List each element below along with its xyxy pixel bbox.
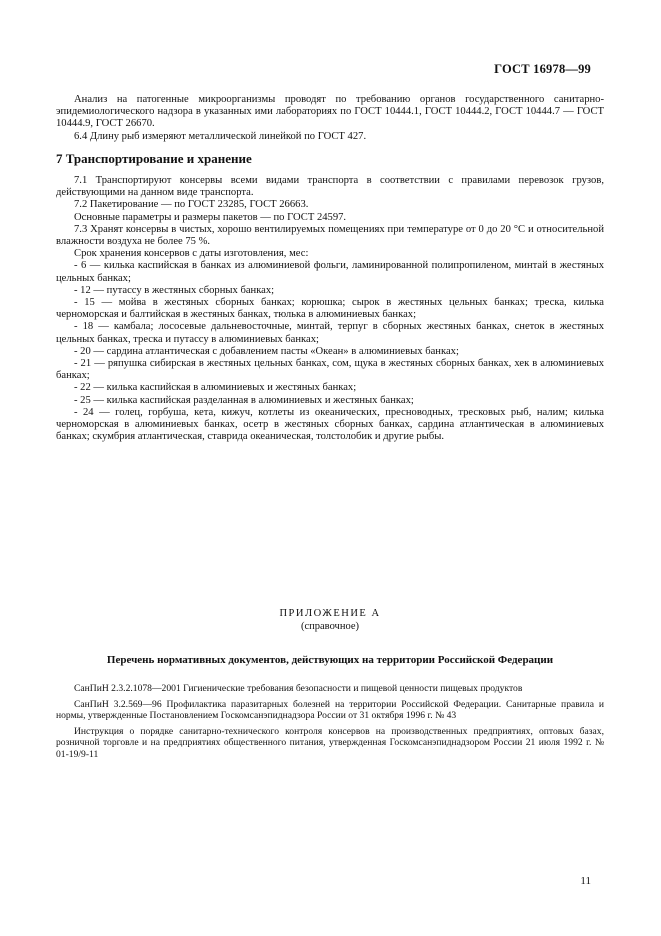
- paragraph-storage-intro: Срок хранения консервов с даты изготовления, мес:: [74, 248, 309, 260]
- paragraph-package-params: Основные параметры и размеры пакетов — по ГОСТ 24597.: [74, 211, 347, 223]
- list-item: - 6 — килька каспийская в банках из алюминиевой фольги, ламинированной полипропиленом, минтай в жестяных цельных банках;: [56, 260, 604, 284]
- appendix-header: [56, 607, 604, 633]
- reference-item: СанПиН 3.2.569—96 Профилактика паразитарных болезней на территории Российской Федерации. Санитарные правила и нормы, утвержденные Постановлением Госкомсанэпиднадзора России от 31 октября 1996 г. № 43: [56, 698, 604, 722]
- page-number: 11: [580, 875, 591, 887]
- appendix-subtitle: (справочное): [301, 621, 359, 632]
- references-heading: Перечень нормативных документов, действующих на территории Российской Федерации: [106, 654, 554, 666]
- paragraph-7-2: 7.2 Пакетирование — по ГОСТ 23285, ГОСТ 26663.: [74, 199, 309, 211]
- main-text: [56, 94, 604, 443]
- section-title: 7 Транспортирование и хранение: [56, 150, 252, 166]
- reference-item: Инструкция о порядке санитарно-технического контроля консервов на производственных предприятиях, оптовых базах, розничной торговле и на предприятиях общественного питания, утвержденная Госкомсанэпиднадзором России 21 июля 1992 г. № 01-19/9-11: [56, 725, 604, 760]
- list-item: - 18 — камбала; лососевые дальневосточные, минтай, терпуг в сборных жестяных банках, снеток в жестяных цельных банках, треска и путассу в алюминиевых банках;: [56, 321, 604, 345]
- appendix-title: ПРИЛОЖЕНИЕ А: [279, 608, 381, 619]
- paragraph-pathogen-analysis: Анализ на патогенные микроорганизмы проводят по требованию органов государственного санитарно-эпидемиологического надзора в указанных ими лабораториях по ГОСТ 10444.1, ГОСТ 10444.2, ГОСТ 10444.7 — ГОСТ 10444.9, ГОСТ 26670.: [56, 94, 604, 130]
- list-item: - 12 — путассу в жестяных сборных банках;: [74, 284, 275, 296]
- paragraph-7-1: 7.1 Транспортируют консервы всеми видами транспорта в соответствии с правилами перевозок грузов, действующими на данном виде транспорта.: [56, 175, 604, 199]
- paragraph-7-3: 7.3 Хранят консервы в чистых, хорошо вентилируемых помещениях при температуре от 0 до 20 °С и относительной влажности воздуха не более 75 %.: [56, 223, 604, 248]
- list-item: - 15 — мойва в жестяных сборных банках; корюшка; сырок в жестяных цельных банках; треска, килька черноморская и балтийская в жестяных банках, тюлька в алюминиевых банках;: [56, 297, 604, 321]
- list-item: - 24 — голец, горбуша, кета, кижуч, котлеты из океанических, пресноводных, тресковых рыб, налим; килька черноморская в алюминиевых банках, осетр в жестяных сборных банках, сардина атлантическая в алюминиевых банках; скумбрия атлантическая, ставрида океаническая, толстолобик и другие рыбы.: [56, 406, 604, 443]
- list-item: - 22 — килька каспийская в алюминиевых и жестяных банках;: [74, 382, 357, 394]
- list-item: - 21 — ряпушка сибирская в жестяных цельных банках, сом, щука в жестяных сборных банках, хек в алюминиевых банках;: [56, 358, 604, 382]
- document-code: ГОСТ 16978—99: [494, 62, 591, 76]
- paragraph-6-4: 6.4 Длину рыб измеряют металлической линейкой по ГОСТ 427.: [74, 130, 367, 142]
- list-item: - 20 — сардина атлантическая с добавлением пасты «Океан» в алюминиевых банках;: [74, 345, 459, 357]
- reference-item: СанПиН 2.3.2.1078—2001 Гигиенические требования безопасности и пищевой ценности пищевых продуктов: [74, 683, 523, 694]
- list-item: - 25 — килька каспийская разделанная в алюминиевых и жестяных банках;: [74, 394, 414, 406]
- references-list: [56, 683, 604, 765]
